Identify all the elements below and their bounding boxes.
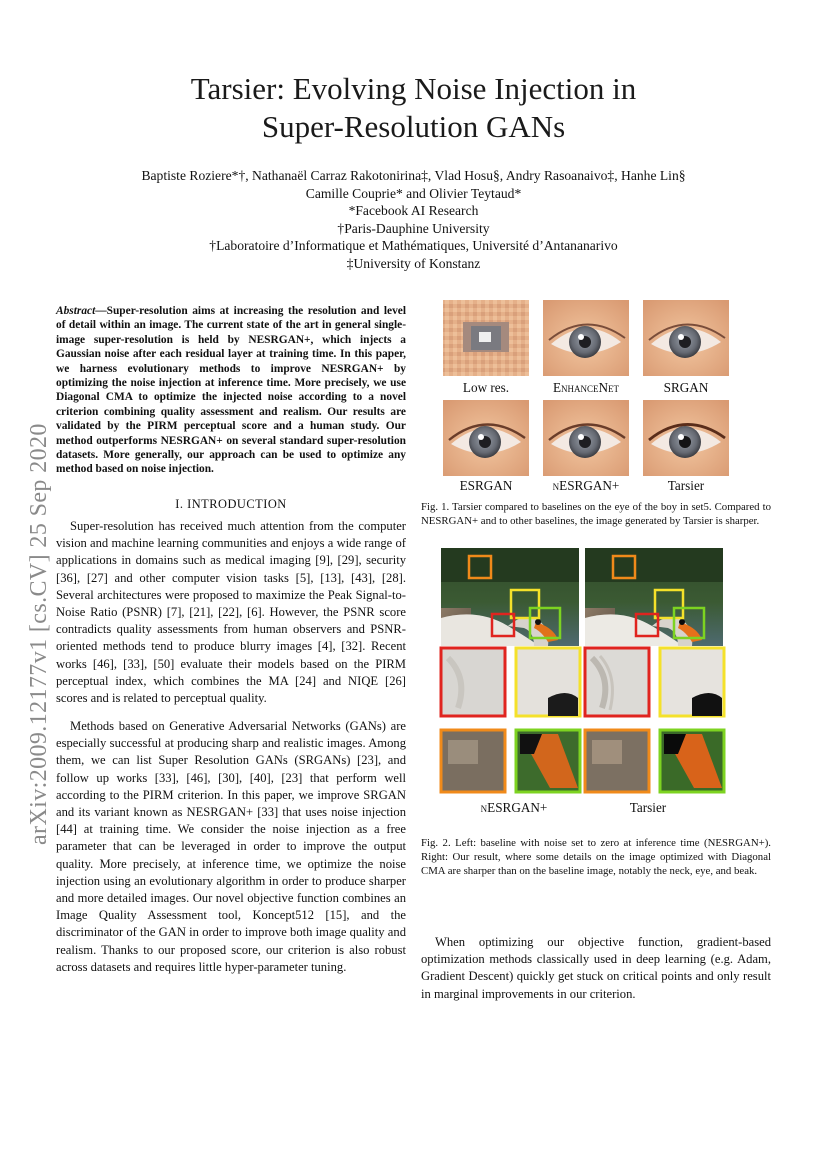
authors-line-1: Baptiste Roziere*†, Nathanaël Carraz Rakotonirina‡, Vlad Hosu§, Andry Rasoanaivo‡, Hanhe Lin§ bbox=[141, 168, 686, 183]
affiliation-4: ‡University of Konstanz bbox=[346, 255, 481, 271]
abstract bbox=[56, 304, 406, 477]
author-block bbox=[60, 167, 767, 272]
intro-paragraph-2: Methods based on Generative Adversarial Networks (GANs) are especially successful at producing sharp and realistic images. Among them, we can list Super Resolution GANs (SRGANs) [23], and follow up works [33], [46], [30], [40], [23] that perform well according to the PIRM criterion. In this paper, we improve SRGAN and its variant known as NESRGAN+ [33] that uses noise injection [44] at training time. We consider the noise injection as a free parameter that can be leveraged in order to improve the output quality. More precisely, at inference time, we optimize the noise injection using an evolutionary algorithm in order to produce sharper and more detailed images. Our novel objective function combines an Image Quality Assessment tool, Koncept512 [15], and the discriminator of the GAN in order to improve both image quality and realism. Thanks to our proposed score, our criterion is also robust across datasets and requires little hyper-parameter tuning. bbox=[56, 719, 406, 974]
authors-line-2: Camille Couprie* and Olivier Teytaud* bbox=[305, 185, 522, 201]
figure-2-caption: Fig. 2. Left: baseline with noise set to zero at inference time (NESRGAN+). Right: Our result, where some details on the image optimized with Diagonal CMA are sharper than on the baseline image, notably the neck, eye, and beak. bbox=[421, 837, 771, 877]
eye-low-res bbox=[443, 300, 529, 376]
eye-enhancenet bbox=[543, 300, 629, 376]
swan-scene-baseline bbox=[441, 548, 579, 646]
figure-1-caption: Fig. 1. Tarsier compared to baselines on the eye of the boy in set5. Compared to NESRGAN+ and to other baselines, the image generated by Tarsier is sharper. bbox=[421, 501, 771, 527]
eye-srgan bbox=[643, 300, 729, 376]
label-tarsier: Tarsier bbox=[667, 478, 705, 493]
affiliation-2: †Paris-Dauphine University bbox=[337, 220, 490, 236]
figure-1 bbox=[421, 300, 771, 496]
right-column-paragraph: When optimizing our objective function, gradient-based optimization methods classically used in deep learning (e.g. Adam, Gradient Descent) quickly get stuck on critical points and only result in marginal improvements in our criterion. bbox=[421, 935, 771, 1001]
zoom-eye-baseline bbox=[516, 648, 580, 716]
label-enhancenet: EnhanceNet bbox=[552, 380, 620, 395]
label-low-res: Low res. bbox=[462, 380, 510, 395]
eye-tarsier bbox=[643, 400, 729, 476]
label-fig2-tarsier: Tarsier bbox=[629, 800, 667, 815]
title-line-1: Tarsier: Evolving Noise Injection in bbox=[190, 71, 637, 106]
figure-2-grid bbox=[438, 548, 758, 820]
title-line-2: Super-Resolution GANs bbox=[261, 109, 566, 144]
label-srgan: SRGAN bbox=[663, 380, 709, 395]
label-nesrgan-plus: nESRGAN+ bbox=[552, 478, 620, 493]
label-fig2-nesrgan-plus: nESRGAN+ bbox=[480, 800, 548, 815]
eye-esrgan bbox=[443, 400, 529, 476]
zoom-eye-tarsier bbox=[660, 648, 724, 716]
intro-paragraph-1: Super-resolution has received much attention from the computer vision and machine learning communities and enjoys a wide range of applications in domains such as medical imaging [9], [29], security [36], [27] and other computer vision tasks [5], [13], [43], [28]. Several architectures were proposed to maximize the Peak Signal-to-Noise Ratio (PSNR) [7], [21], [22], [6]. However, the PSNR score contradicts quality assessments from human observers and PSNR-oriented methods tend to produce blurry images [4], [32]. Recent works [46], [33], [50] evaluate their models based on the PIRM perceptual index, which combines the MA [24] and NIQE [26] scores and is related to perceptual quality. bbox=[56, 519, 406, 706]
zoom-neck-baseline bbox=[441, 648, 505, 716]
affiliation-1: *Facebook AI Research bbox=[348, 203, 479, 218]
zoom-beak-baseline bbox=[516, 730, 580, 792]
section-heading: I. INTRODUCTION bbox=[175, 497, 287, 511]
label-esrgan: ESRGAN bbox=[459, 478, 513, 493]
arxiv-identifier: arXiv:2009.12177v1 [cs.CV] 25 Sep 2020 bbox=[26, 423, 52, 845]
paper-title bbox=[100, 70, 727, 146]
zoom-beak-tarsier bbox=[660, 730, 724, 792]
zoom-background-tarsier bbox=[585, 730, 649, 792]
affiliation-3: †Laboratoire d’Informatique et Mathématiques, Université d’Antananarivo bbox=[209, 238, 618, 253]
zoom-background-baseline bbox=[441, 730, 505, 792]
zoom-neck-tarsier bbox=[585, 648, 649, 716]
figure-1-grid bbox=[421, 300, 771, 496]
figure-2 bbox=[438, 548, 758, 820]
swan-scene-tarsier bbox=[585, 548, 723, 646]
abstract-text: —Super-resolution aims at increasing the resolution and level of detail within an image. The current state of the art in general single-image super-resolution is held by NESRGAN+, which injects a Gaussian noise after each residual layer at training time. In this paper, we harness evolutionary methods to improve NESRGAN+ by optimizing the noise injection at inference time. More precisely, we use Diagonal CMA to optimize the injected noise according to a novel criterion combining quality assessment and realism. Our results are validated by the PIRM perceptual score and a human study. Our method outperforms NESRGAN+ on several standard super-resolution datasets. More generally, our approach can be used to optimize any method based on noise injection. bbox=[56, 305, 406, 476]
eye-nesrgan-plus bbox=[543, 400, 629, 476]
abstract-label: Abstract bbox=[56, 305, 96, 317]
